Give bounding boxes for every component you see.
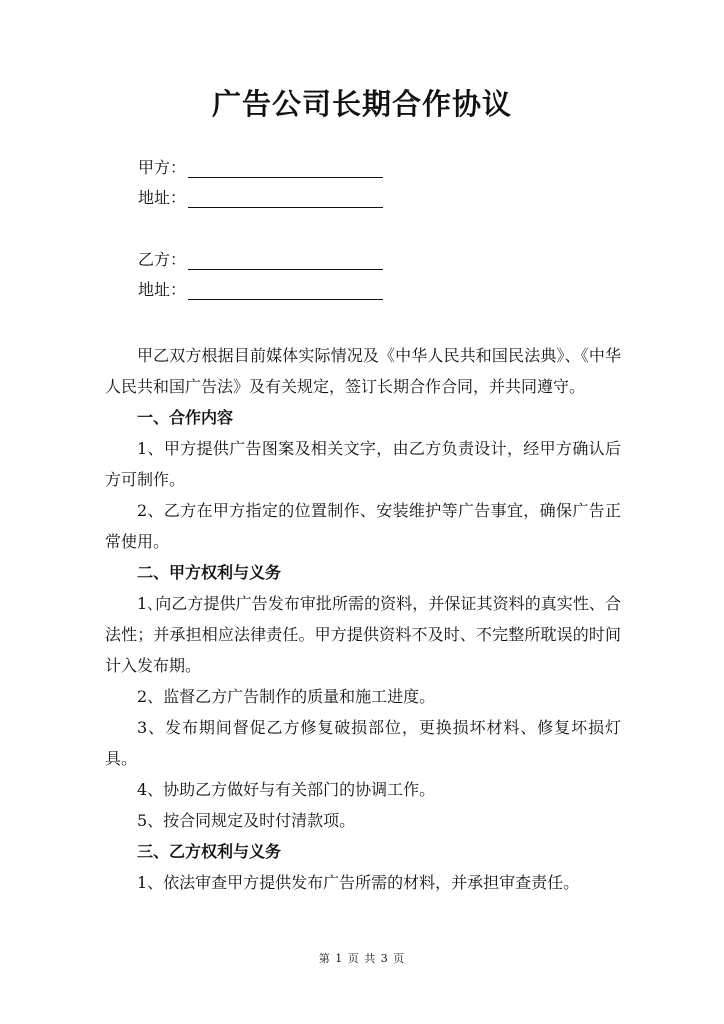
paragraph: 甲乙双方根据目前媒体实际情况及《中华人民共和国民法典》、《中华人民共和国广告法》及有关规定，签订长期合作合同，并共同遵守。 [105,346,621,396]
paragraph: 2、乙方在甲方指定的位置制作、安装维护等广告事宜，确保广告正常使用。 [105,501,621,551]
party-b-blank-line [188,269,383,270]
section-heading: 一、合作内容 [137,408,234,427]
party-a-address-label: 地址： [138,188,187,207]
party-a-address-blank-line [188,207,383,208]
party-a-blank-line [188,177,383,178]
paragraph: 5、按合同规定及时付清款项。 [137,811,356,830]
document-title: 广告公司长期合作协议 [211,87,512,121]
party-a-field [138,156,188,180]
party-a-address-field [138,186,188,210]
party-a-label: 甲方： [138,158,187,177]
section-heading: 三、乙方权利与义务 [137,842,282,861]
paragraph: 1、甲方提供广告图案及相关文字，由乙方负责设计，经甲方确认后方可制作。 [105,439,621,489]
party-b-address-label: 地址： [138,280,187,299]
party-b-field [138,248,188,272]
paragraph: 1､向乙方提供广告发布审批所需的资料，并保证其资料的真实性、合法性；并承担相应法律责任。甲方提供资料不及时、不完整所耽误的时间计入发布期。 [105,594,621,675]
paragraph: 1、依法审查甲方提供发布广告所需的材料，并承担审查责任。 [137,873,580,892]
paragraph: 2、监督乙方广告制作的质量和施工进度。 [137,687,436,706]
section-heading: 二、甲方权利与义务 [137,563,282,582]
party-b-address-blank-line [188,299,383,300]
party-b-address-field [138,278,188,302]
page-footer: 第 1 页 共 3 页 [318,952,406,965]
agreement-body [105,340,621,898]
paragraph: 3、发布期间督促乙方修复破损部位，更换损坏材料、修复坏损灯具。 [105,718,621,768]
party-b-label: 乙方： [138,250,187,269]
paragraph: 4、协助乙方做好与有关部门的协调工作。 [137,780,436,799]
